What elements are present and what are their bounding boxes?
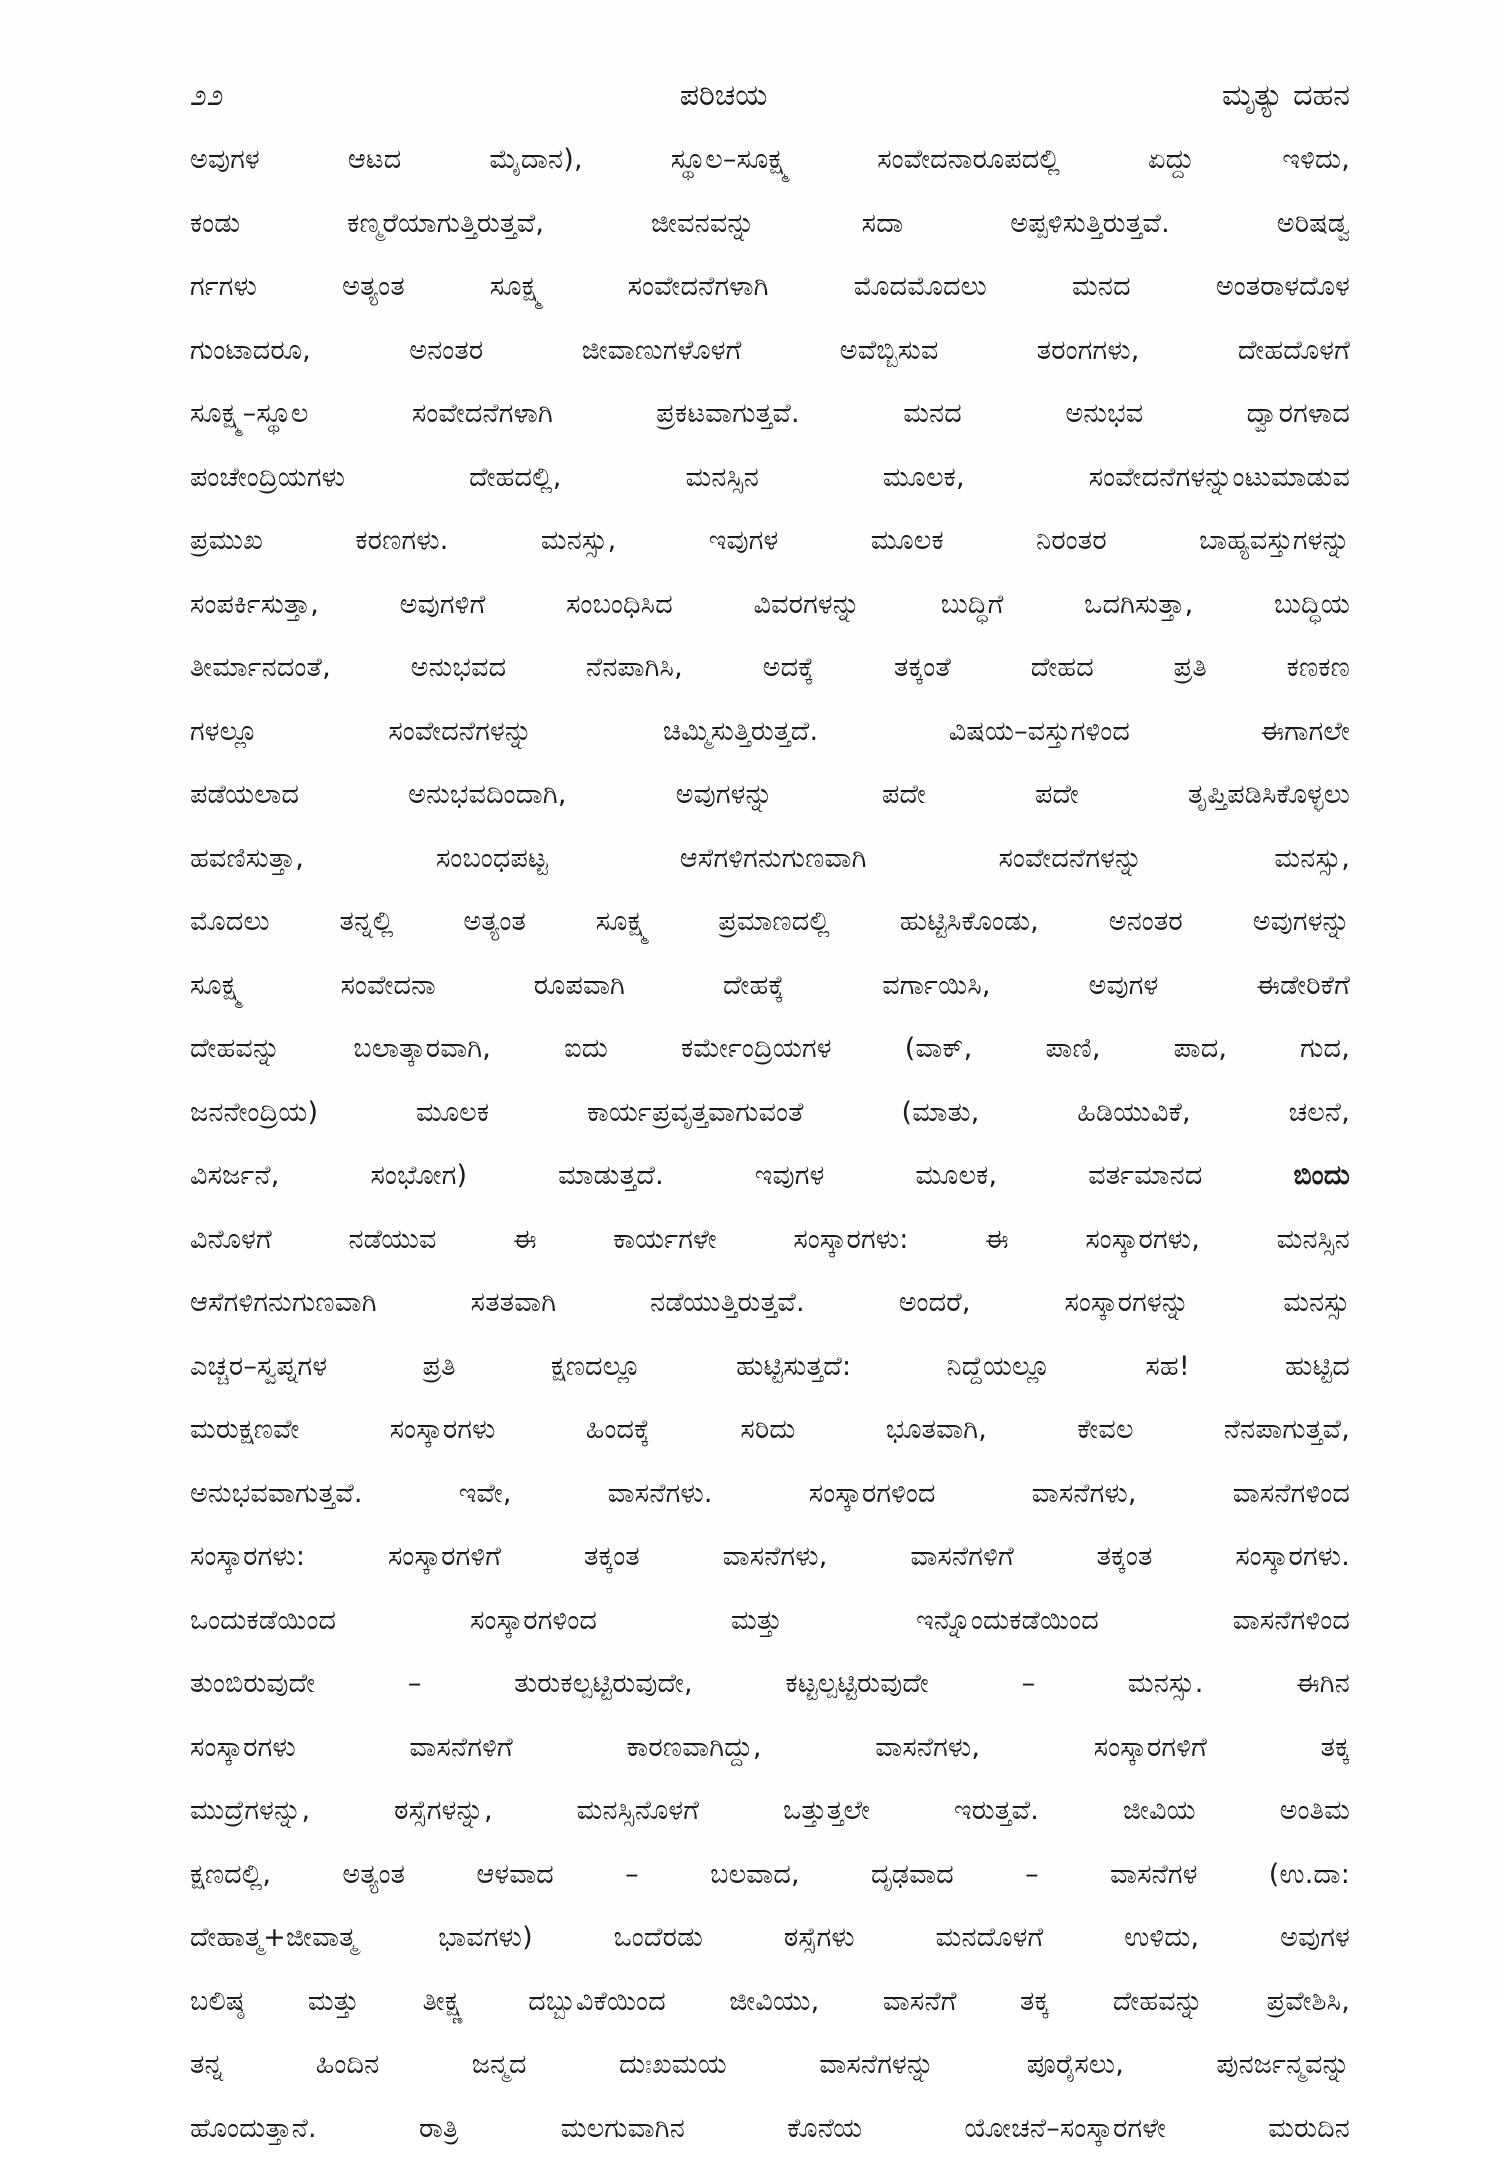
running-header [190,68,1350,124]
text-line: ತುಂಬಿರುವುದೇ – ತುರುಕಲ್ಪಟ್ಟಿರುವುದೇ, ಕಟ್ಟಲ್ಪಟ್ಟಿರುವುದೇ – ಮನಸ್ಸು. ಈಗಿನ [190,1652,1350,1716]
text-line: ಎಚ್ಚರ–ಸ್ವಪ್ನಗಳ ಪ್ರತಿ ಕ್ಷಣದಲ್ಲೂ ಹುಟ್ಟಿಸುತ್ತದೆ: ನಿದ್ದೆಯಲ್ಲೂ ಸಹ! ಹುಟ್ಟಿದ [190,1335,1350,1399]
text-line: ಸಂಪರ್ಕಿಸುತ್ತಾ, ಅವುಗಳಿಗೆ ಸಂಬಂಧಿಸಿದ ವಿವರಗಳನ್ನು ಬುದ್ಧಿಗೆ ಒದಗಿಸುತ್ತಾ, ಬುದ್ಧಿಯ [190,573,1350,637]
text-line: ಹವಣಿಸುತ್ತಾ, ಸಂಬಂಧಪಟ್ಟ ಆಸೆಗಳಿಗನುಗುಣವಾಗಿ ಸಂವೇದನೆಗಳನ್ನು ಮನಸ್ಸು, [190,827,1350,891]
text-line: ಗಳಲ್ಲೂ ಸಂವೇದನೆಗಳನ್ನು ಚಿಮ್ಮಿಸುತ್ತಿರುತ್ತದೆ. ವಿಷಯ–ವಸ್ತುಗಳಿಂದ ಈಗಾಗಲೇ [190,700,1350,764]
text-line: ಕಂಡು ಕಣ್ಮರೆಯಾಗುತ್ತಿರುತ್ತವೆ, ಜೀವನವನ್ನು ಸದಾ ಅಪ್ಪಳಿಸುತ್ತಿರುತ್ತವೆ. ಅರಿಷಡ್ವ [190,192,1350,256]
text-line: ಒಂದುಕಡೆಯಿಂದ ಸಂಸ್ಕಾರಗಳಿಂದ ಮತ್ತು ಇನ್ನೊಂದುಕಡೆಯಿಂದ ವಾಸನೆಗಳಿಂದ [190,1589,1350,1653]
text-line: ದೇಹಾತ್ಮ+ಜೀವಾತ್ಮ ಭಾವಗಳು) ಒಂದೆರಡು ಠಸ್ಸೆಗಳು ಮನದೊಳಗೆ ಉಳಿದು, ಅವುಗಳ [190,1906,1350,1970]
text-line-part: ವಿಸರ್ಜನೆ, ಸಂಭೋಗ) ಮಾಡುತ್ತದೆ. ಇವುಗಳ ಮೂಲಕ, ವರ್ತಮಾನದ [190,1160,1203,1191]
text-line: ಕ್ಷಣದಲ್ಲಿ, ಅತ್ಯಂತ ಆಳವಾದ – ಬಲವಾದ, ದೃಢವಾದ – ವಾಸನೆಗಳ (ಉ.ದಾ: [190,1843,1350,1907]
text-line: ಮೊದಲು ತನ್ನಲ್ಲಿ ಅತ್ಯಂತ ಸೂಕ್ಷ್ಮ ಪ್ರಮಾಣದಲ್ಲಿ ಹುಟ್ಟಿಸಿಕೊಂಡು, ಅನಂತರ ಅವುಗಳನ್ನು [190,890,1350,954]
text-line: ಮರುಕ್ಷಣವೇ ಸಂಸ್ಕಾರಗಳು ಹಿಂದಕ್ಕೆ ಸರಿದು ಭೂತವಾಗಿ, ಕೇವಲ ನೆನಪಾಗುತ್ತವೆ, [190,1398,1350,1462]
text-line: ರ್ಗಗಳು ಅತ್ಯಂತ ಸೂಕ್ಷ್ಮ ಸಂವೇದನೆಗಳಾಗಿ ಮೊದಮೊದಲು ಮನದ ಅಂತರಾಳದೊಳ [190,255,1350,319]
text-line: ಬಲಿಷ್ಠ ಮತ್ತು ತೀಕ್ಷ್ಣ ದಬ್ಬುವಿಕೆಯಿಂದ ಜೀವಿಯು, ವಾಸನೆಗೆ ತಕ್ಕ ದೇಹವನ್ನು ಪ್ರವೇಶಿಸಿ, [190,1970,1350,2034]
text-line: ಸಂಸ್ಕಾರಗಳು: ಸಂಸ್ಕಾರಗಳಿಗೆ ತಕ್ಕಂತ ವಾಸನೆಗಳು, ವಾಸನೆಗಳಿಗೆ ತಕ್ಕಂತ ಸಂಸ್ಕಾರಗಳು. [190,1525,1350,1589]
text-line: ಹೊಂದುತ್ತಾನೆ. ರಾತ್ರಿ ಮಲಗುವಾಗಿನ ಕೊನೆಯ ಯೋಚನೆ–ಸಂಸ್ಕಾರಗಳೇ ಮರುದಿನ [190,2097,1350,2160]
book-title: ಮೃತ್ಯು ದಹನ [1222,68,1350,124]
text-line: ಆಸೆಗಳಿಗನುಗುಣವಾಗಿ ಸತತವಾಗಿ ನಡೆಯುತ್ತಿರುತ್ತವೆ. ಅಂದರೆ, ಸಂಸ್ಕಾರಗಳನ್ನು ಮನಸ್ಸು [190,1271,1350,1335]
chapter-title: ಪರಿಚಯ [680,68,768,124]
text-line: ಗುಂಟಾದರೂ, ಅನಂತರ ಜೀವಾಣುಗಳೊಳಗೆ ಅವೆಬ್ಬಿಸುವ ತರಂಗಗಳು, ದೇಹದೊಳಗೆ [190,319,1350,383]
text-line: ಪ್ರಮುಖ ಕರಣಗಳು. ಮನಸ್ಸು, ಇವುಗಳ ಮೂಲಕ ನಿರಂತರ ಬಾಹ್ಯವಸ್ತುಗಳನ್ನು [190,509,1350,573]
text-line: ಸೂಕ್ಷ್ಮ ಸಂವೇದನಾ ರೂಪವಾಗಿ ದೇಹಕ್ಕೆ ವರ್ಗಾಯಿಸಿ, ಅವುಗಳ ಈಡೇರಿಕೆಗೆ [190,954,1350,1018]
text-line-with-bold [190,1144,1350,1208]
text-line: ದೇಹವನ್ನು ಬಲಾತ್ಕಾರವಾಗಿ, ಐದು ಕರ್ಮೇಂದ್ರಿಯಗಳ (ವಾಕ್, ಪಾಣಿ, ಪಾದ, ಗುದ, [190,1017,1350,1081]
text-line: ಅವುಗಳ ಆಟದ ಮೈದಾನ), ಸ್ಥೂಲ–ಸೂಕ್ಷ್ಮ ಸಂವೇದನಾರೂಪದಲ್ಲಿ ಏದ್ದು ಇಳಿದು, [190,128,1350,192]
bold-word: ಬಿಂದು [1293,1160,1350,1191]
text-line: ಅನುಭವವಾಗುತ್ತವೆ. ಇವೇ, ವಾಸನೆಗಳು. ಸಂಸ್ಕಾರಗಳಿಂದ ವಾಸನೆಗಳು, ವಾಸನೆಗಳಿಂದ [190,1462,1350,1526]
text-line: ಸೂಕ್ಷ್ಮ–ಸ್ಥೂಲ ಸಂವೇದನೆಗಳಾಗಿ ಪ್ರಕಟವಾಗುತ್ತವೆ. ಮನದ ಅನುಭವ ದ್ವಾರಗಳಾದ [190,382,1350,446]
text-line: ಮುದ್ರೆಗಳನ್ನು, ಠಸ್ಸೆಗಳನ್ನು, ಮನಸ್ಸಿನೊಳಗೆ ಒತ್ತುತ್ತಲೇ ಇರುತ್ತವೆ. ಜೀವಿಯ ಅಂತಿಮ [190,1779,1350,1843]
body-text [190,128,1350,2160]
text-line: ತೀರ್ಮಾನದಂತೆ, ಅನುಭವದ ನೆನಪಾಗಿಸಿ, ಅದಕ್ಕೆ ತಕ್ಕಂತೆ ದೇಹದ ಪ್ರತಿ ಕಣಕಣ [190,636,1350,700]
text-line: ಸಂಸ್ಕಾರಗಳು ವಾಸನೆಗಳಿಗೆ ಕಾರಣವಾಗಿದ್ದು, ವಾಸನೆಗಳು, ಸಂಸ್ಕಾರಗಳಿಗೆ ತಕ್ಕ [190,1716,1350,1780]
text-line: ವಿನೊಳಗೆ ನಡೆಯುವ ಈ ಕಾರ್ಯಗಳೇ ಸಂಸ್ಕಾರಗಳು: ಈ ಸಂಸ್ಕಾರಗಳು, ಮನಸ್ಸಿನ [190,1208,1350,1272]
text-line: ಪಡೆಯಲಾದ ಅನುಭವದಿಂದಾಗಿ, ಅವುಗಳನ್ನು ಪದೇ ಪದೇ ತೃಪ್ತಿಪಡಿಸಿಕೊಳ್ಳಲು [190,763,1350,827]
text-line: ತನ್ನ ಹಿಂದಿನ ಜನ್ಮದ ದುಃಖಮಯ ವಾಸನೆಗಳನ್ನು ಪೂರೈಸಲು, ಪುನರ್ಜನ್ಮವನ್ನು [190,2033,1350,2097]
text-line: ಜನನೇಂದ್ರಿಯ) ಮೂಲಕ ಕಾರ್ಯಪ್ರವೃತ್ತವಾಗುವಂತೆ (ಮಾತು, ಹಿಡಿಯುವಿಕೆ, ಚಲನೆ, [190,1081,1350,1145]
page-number: ೨೨ [190,68,224,124]
text-line: ಪಂಚೇಂದ್ರಿಯಗಳು ದೇಹದಲ್ಲಿ, ಮನಸ್ಸಿನ ಮೂಲಕ, ಸಂವೇದನೆಗಳನ್ನುಂಟುಮಾಡುವ [190,446,1350,510]
